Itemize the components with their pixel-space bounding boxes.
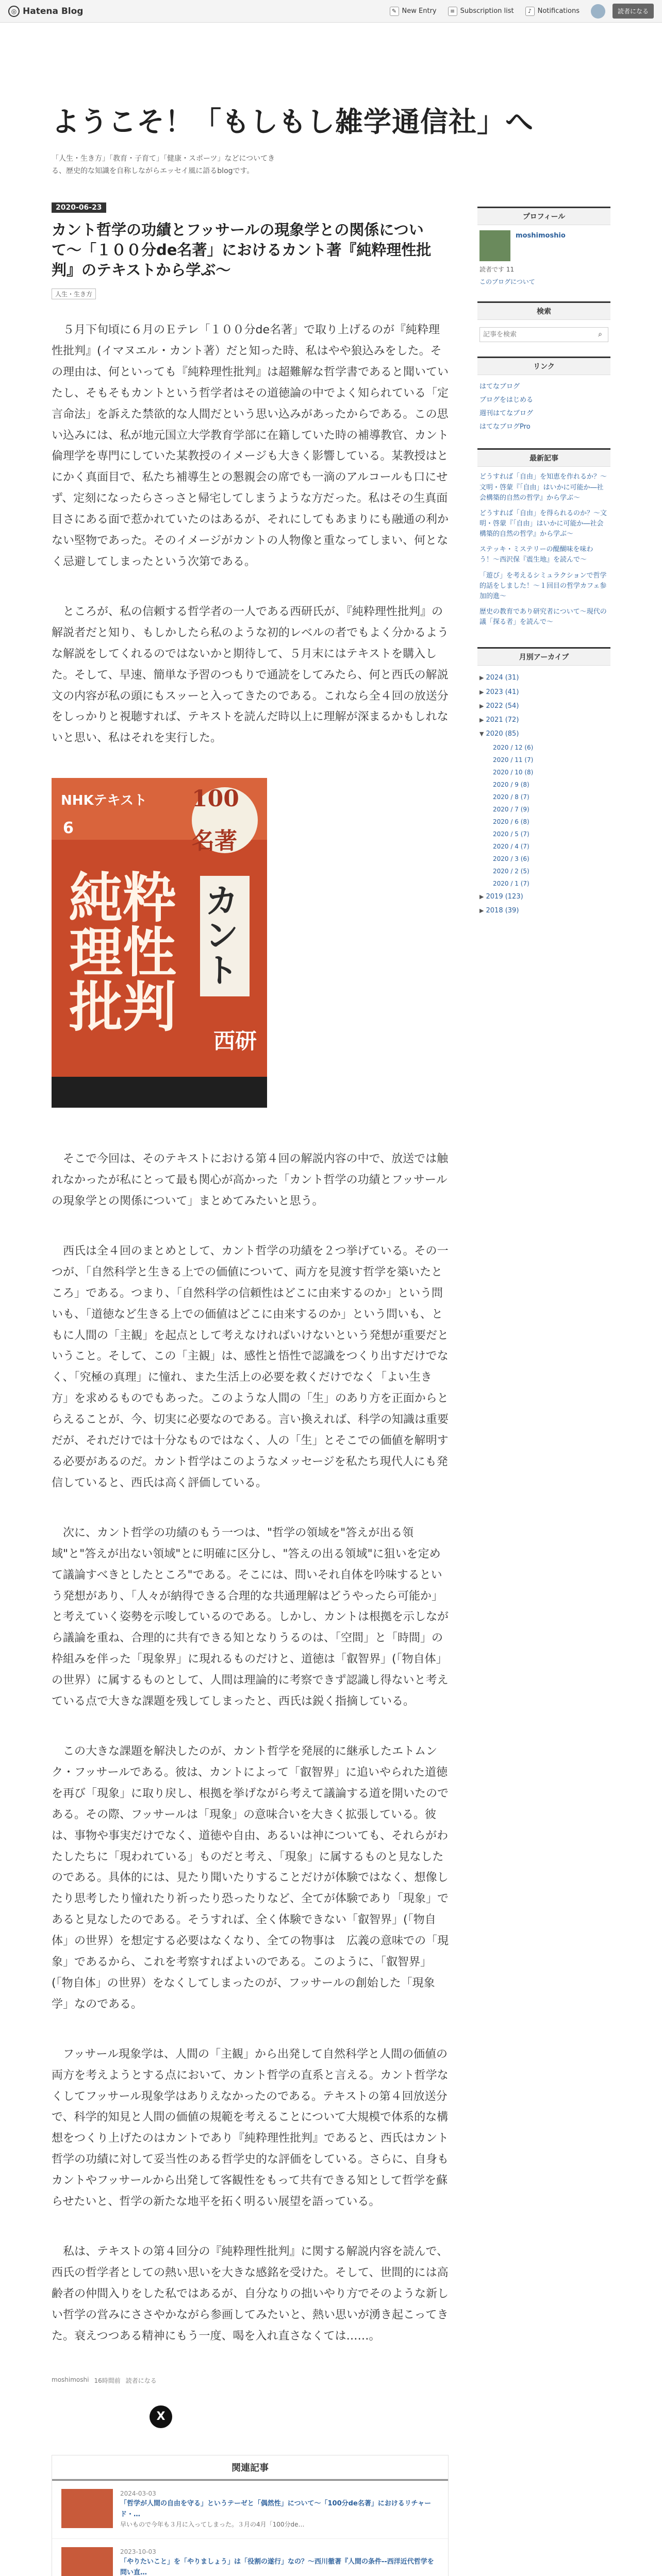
book-month: 6: [63, 819, 74, 838]
x-share-icon[interactable]: X: [150, 2405, 172, 2428]
book-series-label: NHKテキスト: [61, 793, 147, 809]
archive-month[interactable]: 2020 / 12 (6): [493, 743, 534, 751]
search-module: [477, 301, 610, 347]
related-snippet: 早いもので今年も３月に入ってしまった。３月の4月「100分de…: [120, 2521, 305, 2529]
paragraph: 西氏は全４回のまとめとして、カント哲学の功績を２つ挙げている。その一つが、「自然科学と生きる上での価値について、両方を見渡す哲学を築いたところ」である。つまり、「自然科学の信頼性はどこに由来するのか」という問いも、「道徳など生きる上での価値はどこに由来するのか」という問いも、ともに人間の「主観」を起点として考えなければいけないという発想が重要だということ。そして、この「主観」は、感性と悟性で認識をつくり出すだけでなく、「究極の真理」に憧れ、また生活上の必要を救くだけでなく「よい生き方」を求めるものでもあった。このような人間の「生」のあり方を正面からとらえることが、今、切実に必要なのである。言い換えれば、科学の知識は重要だが、それだけでは十分なものではなく、人の「生」とそこでの価値を解明する必要があるのだ。カント哲学はこのようなメッセージを私たち現代人にも発信していると、西氏は高く評価している。: [52, 1244, 449, 1489]
archive-year[interactable]: [479, 699, 608, 713]
recent-module: [477, 448, 610, 638]
entry-title[interactable]: カント哲学の功績とフッサールの現象学との関係について〜「１００分de名著」におけるカント著『純粋理性批判』のテキストから学ぶ〜: [52, 221, 432, 279]
archive-month[interactable]: 2020 / 10 (8): [493, 768, 534, 776]
archive-month[interactable]: 2020 / 3 (6): [493, 855, 529, 862]
paragraph: 私は、テキストの第４回分の『純粋理性批判』に関する解説内容を読んで、西氏の哲学者としての熱い思いを大きな感銘を受けた。そして、世間的には高齢者の仲間入りをした私ではあるが、自分なりの拙いやり方でそのような新しい哲学の営みにささやかながら参画してみたいと、熱い思いが湧き起こってきた。衰えつつある精神にもう一度、喝を入れ直さなくては……。: [52, 2245, 449, 2343]
links-module: [477, 357, 610, 439]
paragraph: そこで今回は、そのテキストにおける第４回の解説内容の中で、放送では触れなかったが私にとって最も関心が高かった「カント哲学の功績とフッサールの現象学との関係について」まとめてみたいと思う。: [52, 1153, 449, 1208]
archive-module: [477, 647, 610, 923]
links-body: [477, 375, 610, 439]
archive-year-label: 2022 (54): [486, 702, 519, 710]
recent-entry[interactable]: 歴史の教育であり研究者について〜現代の議「探る者」を読んで〜: [479, 607, 607, 626]
search-title: 検索: [477, 301, 610, 320]
hatena-logo-icon: ◎: [8, 6, 20, 17]
search-box: [479, 327, 608, 342]
archive-month[interactable]: 2020 / 8 (7): [493, 793, 529, 801]
profile-avatar[interactable]: [479, 230, 510, 261]
pencil-icon: ✎: [390, 7, 399, 16]
recent-entry[interactable]: 「遊び」を考えるシミュラクションで哲学的話をしました！〜１回目の哲学カフェ参加的進〜: [479, 571, 607, 600]
subscription-link[interactable]: [448, 7, 514, 16]
blog-description: 「人生・生き方」「教育・子育て」「健康・スポーツ」などについてきる、歴史的な知識を自称しながらエッセイ風に語るblogです。: [52, 155, 275, 175]
entry-author[interactable]: moshimoshi: [52, 2376, 89, 2383]
archive-year[interactable]: [479, 904, 608, 918]
triangle-right-icon[interactable]: ▶: [479, 893, 484, 900]
search-icon[interactable]: ⌕: [598, 330, 602, 338]
related-item[interactable]: [52, 2539, 448, 2576]
profile-title: プロフィール: [477, 207, 610, 225]
related-thumbnail[interactable]: [61, 2547, 113, 2576]
list-icon: ≡: [448, 7, 457, 16]
archive-month[interactable]: 2020 / 9 (8): [493, 781, 529, 788]
archive-year-label: 2024 (31): [486, 674, 519, 682]
paragraph: フッサール現象学は、人間の「主観」から出発して自然科学と人間の価値の両方を考えようとする点において、カント哲学の直系と言える。カント哲学なくしてフッサール現象学はありえなかったのである。テキストの第４回放送分で、科学的知見と人間の価値の規範を考えることについて大規模で体系的な構想をつくり上げたのはカントであり『純粋理性批判』であると、西氏はカント哲学の功績に対して妥当性のある哲学史的な評価をしている。さらに、自身もカントやフッサールから出発して客観性をもって共有できる知として哲学を蘇らせたいと、哲学の新たな地平を拓く明るい展望を語っている。: [52, 2047, 449, 2209]
entry-body: [52, 320, 449, 2347]
book-kant: カント: [200, 876, 250, 996]
triangle-right-icon[interactable]: ▶: [479, 702, 484, 709]
triangle-right-icon[interactable]: ▶: [479, 674, 484, 682]
triangle-right-icon[interactable]: ▶: [479, 717, 484, 724]
link-item[interactable]: 週刊はてなブログ: [479, 410, 534, 418]
related-title: 関連記事: [52, 2455, 448, 2481]
archive-month[interactable]: 2020 / 5 (7): [493, 830, 529, 838]
archive-year[interactable]: [479, 727, 608, 741]
related-text: [120, 2489, 439, 2530]
archive-body: [477, 666, 610, 923]
related-thumbnail[interactable]: [61, 2489, 113, 2528]
archive-year-label: 2019 (123): [486, 892, 523, 901]
archive-year[interactable]: [479, 685, 608, 699]
book-cover-bottom: [52, 1077, 267, 1108]
blog-title[interactable]: ようこそ！「もしもし雑学通信社」へ: [52, 106, 534, 138]
paragraph: 次に、カント哲学の功績のもう一つは、"哲学の領域を"答えが出る領域"と"答えが出ない領域"とに明確に区分し、"答えの出る領域"に狙いを定めて議論すべきとしたところ"である。そこには、問いそれ自体を吟味するという発想があり、「人々が納得できる合理的な共通理解はどうやったら可能か」と考えていく姿勢を示唆しているのである。しかし、カントは根拠を示しながら議論を重ね、合理的に共有できる知となりうるのは、「空間」と「時間」の枠組みを伴った「現象界」に現れるものだけと、道徳は「叡智界」(「物自体」の世界）に属するものとして、人間は理論的に考察できず認識し得ないと考えている点で大きな課題を残してしまったと、西氏は鋭く指摘している。: [52, 1526, 449, 1708]
archive-month[interactable]: 2020 / 4 (7): [493, 842, 529, 850]
user-avatar[interactable]: [591, 4, 605, 19]
profile-id[interactable]: moshimoshio: [516, 231, 566, 240]
profile-readers[interactable]: 読者です 11: [479, 265, 515, 273]
global-header: [0, 0, 662, 23]
notifications-label: Notifications: [537, 7, 580, 15]
profile-row: [479, 230, 608, 261]
main-column: [52, 193, 449, 2576]
sidebar: [477, 193, 610, 2576]
archive-year-label: 2020 (85): [486, 730, 519, 738]
archive-year-label: 2018 (39): [486, 906, 519, 914]
book-author: 西研: [213, 1028, 257, 1054]
related-entries: [52, 2455, 449, 2576]
recent-body: [477, 467, 610, 638]
related-text: [120, 2547, 439, 2576]
entry-footer: [52, 2376, 449, 2385]
paragraph: この大きな課題を解決したのが、カント哲学を発展的に継承したエトムンク・フッサールである。彼は、カントによって「叡智界」に追いやられた道徳を再び「現象」に取り戻し、根拠を挙げながら考えて議論する道を開いたのである。その際、フッサールは「現象」の意味合いを大きく拡張している。彼は、事物や事実だけでなく、道徳や自由、あるいは神についても、それらがわたしたちに「現われている」ものだと考え、「現象」に属するものと見なしたのである。具体的には、見たり聞いたりすることだけが体験ではなく、想像したり思考したり憧れたり祈ったり恐ったりなど、全てが体験であり「現象」であると見なしたのである。そうすれば、全く体験できない「叡智界」(「物自体」の世界）を想定する必要はなくなり、全ての物事は 広義の意味での「現象」であるから、これを考察すればよいのである。このように、「叡智界」(「物自体」の世界）をなくしてしまったのが、フッサールの創始した「現象学」なのである。: [52, 1744, 449, 2011]
book-badge: 100名著: [192, 787, 258, 853]
subscribe-button[interactable]: 読者になる: [613, 4, 654, 19]
entry-time[interactable]: 16時間前: [94, 2377, 121, 2384]
paragraph: ５月下旬頃に６月のＥテレ「１００分de名著」で取り上げるのが『純粋理性批判』(イマヌエル・カント著）だと知った時、私はやや狼込みをした。その理由は、何といっても『純粋理性批判』は超難解な哲学書であると聞いていたし、そもそもカントという哲学者はその道徳論の中でよく知られている「定言命法」を訴えた禁欲的な人間だという思い込みがあったからである。この思い込みには、私が地元国立大学教育学部に在籍していた時の補導教官、カント倫理学を専門にしていた某教授のイメージも大きく影響している。某教授はとにかく真面目で、私たち補導生との懇親会の席でも一滴のアルコールも口にせず、定刻になったらさっさと帰宅してしまうような方だった。私はその生真面目さにある面で惹かれていたのはあるが、それにしてもあまりにも融通の利かない堅物であった。そのイメージがカントの人物像と重なってしまい、何となく忌避してしまったという次第である。: [52, 324, 449, 568]
archive-month[interactable]: 2020 / 6 (8): [493, 818, 529, 825]
notifications-link[interactable]: [525, 7, 580, 16]
hatena-logo[interactable]: [8, 6, 83, 17]
archive-month[interactable]: 2020 / 1 (7): [493, 879, 529, 887]
entry-readers[interactable]: 読者になる: [125, 2377, 157, 2384]
profile-module: [477, 207, 610, 293]
archive-year[interactable]: [479, 713, 608, 727]
archive-year[interactable]: [479, 671, 608, 685]
new-entry-label: New Entry: [402, 7, 437, 15]
subscription-label: Subscription list: [460, 7, 514, 15]
content-wrapper: [0, 193, 662, 2576]
links-title: リンク: [477, 357, 610, 375]
profile-body: [477, 225, 610, 293]
archive-month[interactable]: 2020 / 11 (7): [493, 756, 534, 764]
search-input[interactable]: [480, 328, 592, 342]
blog-header: [0, 23, 662, 193]
archive-title: 月別アーカイブ: [477, 647, 610, 666]
archive-month[interactable]: 2020 / 2 (5): [493, 867, 529, 875]
archive-year-label: 2023 (41): [486, 688, 519, 696]
entry-category[interactable]: 人生・生き方: [52, 289, 96, 299]
paragraph: ところが、私の信頼する哲学者の一人である西研氏が、『純粋理性批判』の解説者だと知り、もしかしたら私のような初的レベルの者でもよく分かるような解説をしてくれるのではないかと期待して、５月末にはテキストを購入した。そして、早速、簡単な予習のつもりで通読をしてみたら、何と西氏の解説文の内容が私の頭にもスッーと入ってきたのである。これなら全４回の放送分をしっかりと視聴すれば、テキストを読んだ時以上に理解が深まるかもしれないと思い、私はそれを実行した。: [52, 605, 449, 745]
profile-about-link[interactable]: このブログについて: [479, 278, 535, 285]
profile-info: [516, 230, 566, 242]
book-title: 純粋理性批判: [69, 866, 177, 1039]
link-item[interactable]: はてなブログPro: [479, 423, 531, 431]
bell-icon: ♪: [525, 7, 535, 16]
related-link[interactable]: 「哲学が人間の自由を守る」というテーゼと「偶然性」について〜「100分de名著」におけるリチャード・…: [120, 2499, 432, 2518]
link-item[interactable]: はてなブログ: [479, 383, 520, 391]
triangle-right-icon[interactable]: ▶: [479, 907, 484, 914]
recent-title: 最新記事: [477, 448, 610, 467]
archive-year[interactable]: [479, 890, 608, 904]
triangle-down-icon[interactable]: ▼: [479, 731, 484, 738]
triangle-right-icon[interactable]: ▶: [479, 688, 484, 696]
archive-month[interactable]: 2020 / 7 (9): [493, 805, 529, 813]
recent-entry[interactable]: どうすれば「自由」を得られるのか？〜文明・啓蒙『「自由」はいかに可能か―社会構築的自然の哲学』から学ぶ〜: [479, 509, 607, 538]
link-item[interactable]: ブログをはじめる: [479, 396, 534, 404]
book-cover-image[interactable]: [52, 778, 267, 1108]
related-date: 2024-03-03: [120, 2489, 156, 2497]
related-date: 2023-10-03: [120, 2548, 156, 2555]
recent-entry[interactable]: どうすれば「自由」を知恵を作れるか？〜文明・啓蒙『「自由」はいかに可能か―社会構築的自然の哲学』から学ぶ〜: [479, 473, 607, 502]
archive-year-label: 2021 (72): [486, 716, 519, 724]
entry-date[interactable]: 2020-06-23: [52, 202, 106, 213]
new-entry-link[interactable]: [390, 7, 437, 16]
hatena-logo-text: Hatena Blog: [23, 6, 84, 16]
recent-entry[interactable]: ステッキ・ミステリーの醍醐味を味わう！〜西沢保『震生地』を読んで〜: [479, 546, 593, 564]
search-body: [477, 320, 610, 347]
related-link[interactable]: 「やりたいこと」を「やりましょう」は「役割の遂行」なの？〜西川徹著『人間の条件--西洋近代哲学を問い直…: [120, 2557, 434, 2576]
related-item[interactable]: [52, 2481, 448, 2539]
